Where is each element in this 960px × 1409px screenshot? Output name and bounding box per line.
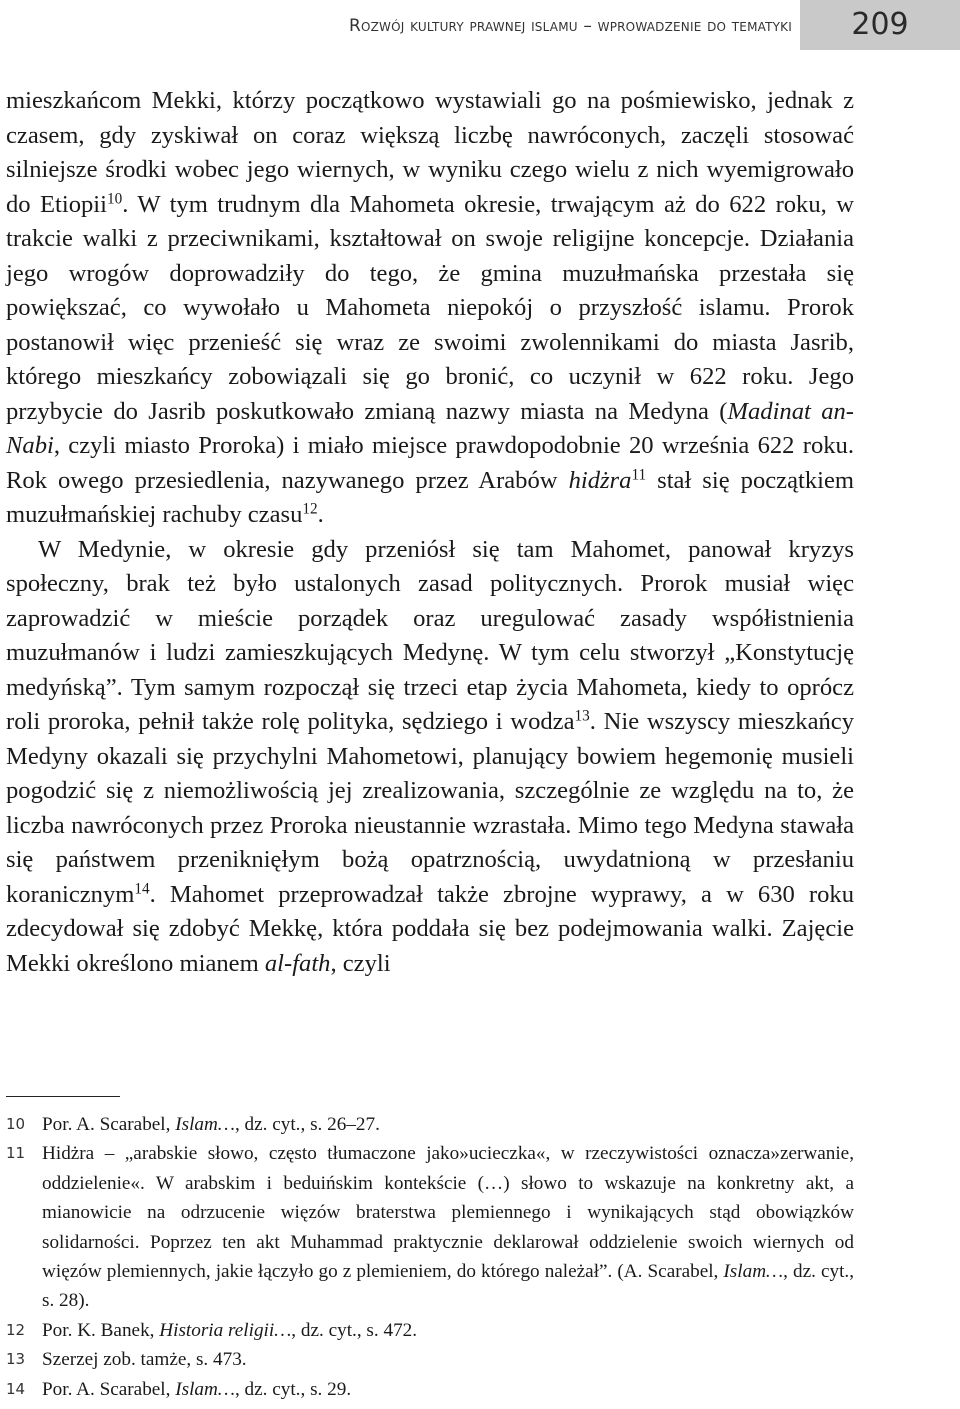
page-number: 209 [800,0,960,50]
footnote-12 [6,1316,854,1345]
footnote-14 [6,1375,854,1404]
footnote-11 [6,1139,854,1315]
footnote-10 [6,1110,854,1139]
footnote-text: Szerzej zob. tamże, s. 473. [42,1349,247,1371]
footnote-text: Por. K. Banek, Historia religii…, dz. cyt., s. 472. [42,1319,418,1341]
page-header [0,0,960,56]
footnote-text: Hidżra – „arabskie słowo, często tłumaczone jako»ucieczka«, w rzeczywistości oznacza»zerwanie, oddzielenie«. W arabskim i beduińskim kontekście (…) słowo to wskazuje na konkretny akt, a mianowicie na odrzucenie więzów braterstwa plemiennego i wynikających stąd obowiązków solidarności. Poprzez ten akt Muhammad praktycznie deklarował oddzielenie swoich wiernych od więzów plemiennych, jakie łączyło go z plemieniem, do którego należał”. (A. Scarabel, Islam…, dz. cyt., s. 28). [42,1143,854,1312]
footnote-number: 10 [6,1115,26,1133]
running-head: Rozwój kultury prawnej islamu – wprowadzenie do tematyki [348,16,792,36]
footnote-ref-13[interactable]: 13 [574,707,590,725]
footnote-number: 14 [6,1379,26,1398]
footnote-text: Por. A. Scarabel, Islam…, dz. cyt., s. 29. [42,1378,352,1400]
footnotes [6,1110,854,1404]
footnote-ref-12[interactable]: 12 [302,500,318,518]
footnote-text: Por. A. Scarabel, Islam…, dz. cyt., s. 26–27. [42,1114,380,1135]
paragraph-1: mieszkańcom Mekki, którzy początkowo wystawiali go na pośmiewisko, jednak z czasem, gdy zyskiwał on coraz większą liczbę nawróconych, zaczęli stosować silniejsze środki wobec jego wiernych, w wyniku czego wielu z nich wyemigrowało do Etiopii$^{10}$. W tym trudnym dla Mahometa okresie, trwającym aż do 622 roku, w trakcie walki z przeciwnikami, kształtował on swoje religijne koncepcje. Działania jego wrogów doprowadziły do tego, że gmina muzułmańska przestała się powiększać, co wywołało u Mahometa niepokój o przyszłość islamu. Prorok postanowił więc przenieść się wraz ze swoimi zwolennikami do miasta Jasrib, którego mieszkańcy zobowiązali się go bronić, co uczynił w 622 roku. Jego przybycie do Jasrib poskutkowało zmianą nazwy miasta na Medyna (Madinat an-Nabi, czyli miasto Proroka) i miało miejsce prawdopodobnie 20 września 622 roku. Rok owego przesiedlenia, nazywanego przez Arabów hidżra$^{11}$ stał się początkiem muzułmańskiej rachuby czasu$^{12}$. [6,87,854,528]
body-text [6,84,854,981]
footnote-13 [6,1345,854,1374]
footnote-ref-11[interactable]: 11 [631,466,647,484]
footnote-separator [6,1096,120,1097]
footnote-number: 11 [6,1144,26,1163]
footnote-ref-14[interactable]: 14 [134,880,150,898]
paragraph-2: W Medynie, w okresie gdy przeniósł się tam Mahomet, panował kryzys społeczny, brak też było ustalonych zasad politycznych. Prorok musiał więc zaprowadzić w mieście porządek oraz uregulować zasady współistnienia muzułmanów i ludzi zamieszkujących Medynę. W tym celu stworzył „Konstytucję medyńską”. Tym samym rozpoczął się trzeci etap życia Mahometa, kiedy to oprócz roli proroka, pełnił także rolę polityka, sędziego i wodza$^{13}$. Nie wszyscy mieszkańcy Medyny okazali się przychylni Mahometowi, planujący bowiem hegemonię musieli pogodzić się z niemożliwością jej zrealizowania, szczególnie ze względu na to, że liczba nawróconych przez Proroka nieustannie wzrastała. Mimo tego Medyna stawała się państwem przeniknięłym bożą opatrznością, uwydatnioną w przesłaniu koranicznym$^{14}$. Mahomet przeprowadzał także zbrojne wyprawy, a w 630 roku zdecydował się zdobyć Mekkę, która poddała się bez podejmowania walki. Zajęcie Mekki określono mianem al-fath, czyli [6,535,854,977]
footnote-number: 13 [6,1350,26,1369]
footnote-ref-10[interactable]: 10 [106,190,123,208]
footnote-number: 12 [6,1320,26,1339]
